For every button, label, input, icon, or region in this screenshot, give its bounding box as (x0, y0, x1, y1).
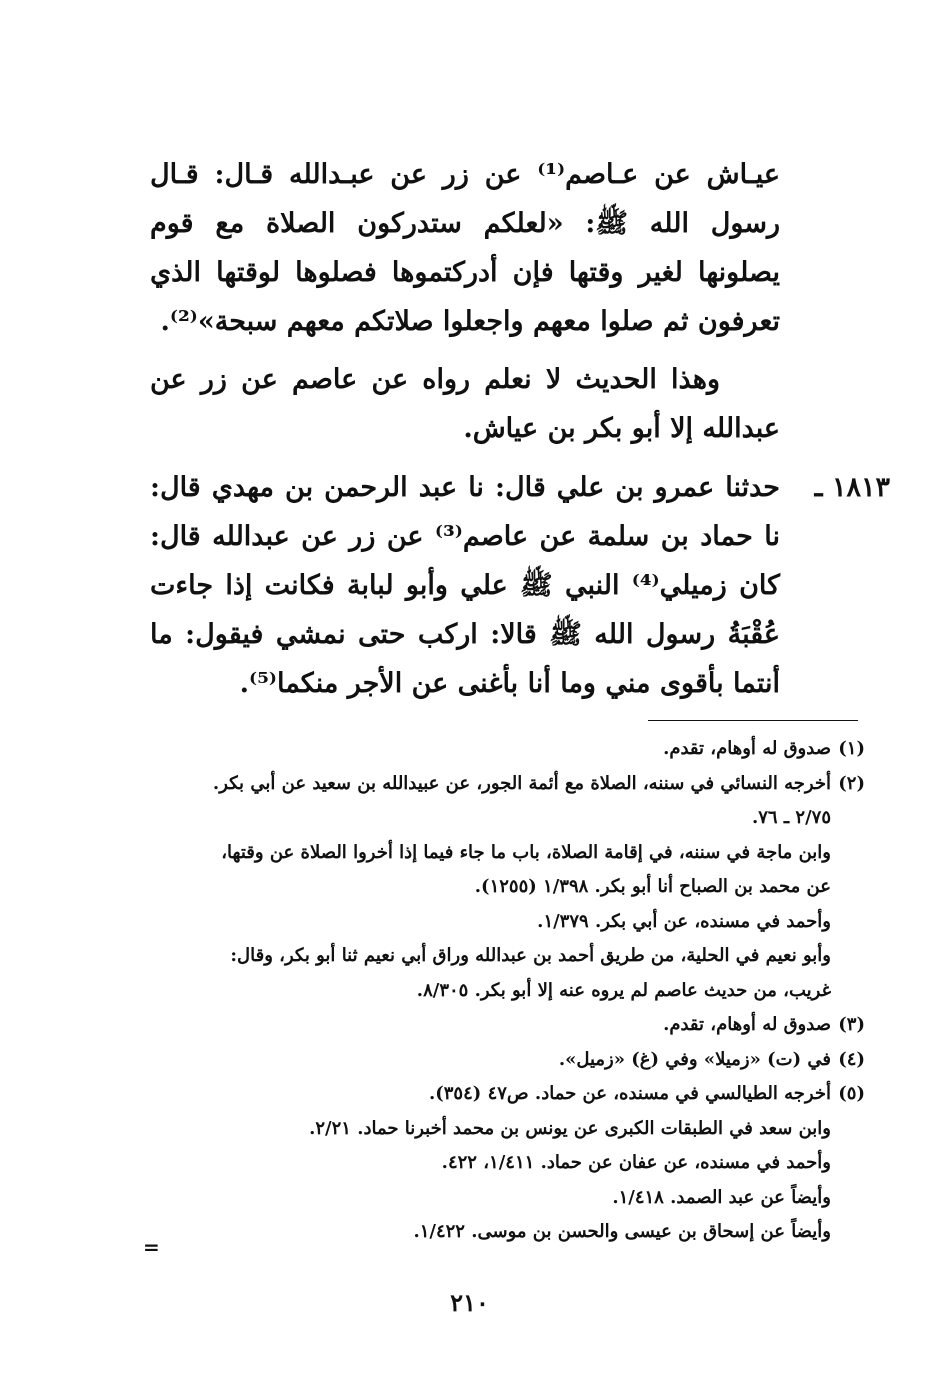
hadith-number: ١٨١٣ ـ (814, 472, 890, 503)
footnote-line (150, 905, 865, 940)
footnote-line (150, 974, 865, 1009)
footnote-line (150, 1008, 865, 1043)
footnote-text: أخرجه النسائي في سننه، الصلاة مع أئمة الجور، عن عبيدالله بن سعيد عن أبي بكر. (212, 772, 831, 794)
footnote-line (150, 732, 865, 767)
footnote-line (150, 1077, 865, 1112)
footnote-text: غريب، من حديث عاصم لم يروه عنه إلا أبو بكر. ٨/٣٠٥. (416, 979, 831, 1001)
paragraph-2: وهذا الحديث لا نعلم رواه عن عاصم عن زر عن عبدالله إلا أبو بكر بن عياش. (150, 364, 780, 444)
hadith-text: حدثنا عمرو بن علي قال: نا عبد الرحمن بن مهدي قال: نا حماد بن سلمة عن عاصم⁽³⁾ عن زر عن عبدالله قال: كان زميلي⁽⁴⁾ النبي ﷺ علي وأبو لبابة فكانت إذا جاءت عُقْبَةُ رسول الله ﷺ قالا: اركب حتى نمشي فيقول: ما أنتما بأقوى مني وما أنا بأغنى عن الأجر منكما⁽⁵⁾. (150, 472, 780, 699)
footnote-line (150, 939, 865, 974)
continuation-mark: = (143, 1235, 160, 1259)
footnote-text: عن محمد بن الصباح أنا أبو بكر. ١/٣٩٨ (١٢٥٥). (474, 876, 831, 897)
footnote-text: وأيضاً عن إسحاق بن عيسى والحسن بن موسى. ١/٤٢٢. (413, 1221, 831, 1242)
footnote-mark: (٥) (838, 1083, 865, 1104)
footnote-line (150, 801, 865, 836)
footnotes (150, 732, 865, 1250)
hadith-block (150, 463, 890, 708)
footnote-line (150, 1181, 865, 1216)
footnote-mark: (١) (838, 738, 865, 759)
footnote-line (150, 1215, 865, 1250)
footnote-line (150, 1146, 865, 1181)
footnote-separator (648, 720, 858, 721)
footnote-line (150, 1043, 865, 1078)
footnote-mark: (٢) (838, 772, 865, 794)
footnote-line (150, 1112, 865, 1147)
footnote-text: وأبو نعيم في الحلية، من طريق أحمد بن عبدالله وراق أبي نعيم ثنا أبو بكر، وقال: (230, 945, 831, 966)
footnote-text: وابن سعد في الطبقات الكبرى عن يونس بن محمد أخبرنا حماد. ٢/٢١. (309, 1117, 831, 1139)
footnote-text: وابن ماجة في سننه، في إقامة الصلاة، باب ما جاء فيما إذا أخروا الصلاة عن وقتها، (221, 841, 831, 863)
footnote-line (150, 767, 865, 802)
footnote-text: وأيضاً عن عبد الصمد. ١/٤١٨. (612, 1186, 831, 1208)
footnote-text: صدوق له أوهام، تقدم. (663, 1014, 831, 1035)
footnote-text: صدوق له أوهام، تقدم. (663, 738, 831, 759)
footnote-mark: (٣) (838, 1014, 865, 1035)
footnote-mark: (٤) (838, 1048, 865, 1070)
footnote-text: وأحمد في مسنده، عن أبي بكر. ١/٣٧٩. (537, 910, 831, 932)
footnote-line (150, 836, 865, 871)
paragraph-1: عيـاش عن عـاصم⁽¹⁾ عن زر عن عبـدالله قـال: قـال رسول الله ﷺ: «لعلكم ستدركون الصلاة مع قوم يصلونها لغير وقتها فإن أدركتموها فصلوها لوقتها الذي تعرفون ثم صلوا معهم واجعلوا صلاتكم معهم سبحة»⁽²⁾. (150, 159, 780, 337)
footnote-text: في (ت) «زميلا» وفي (غ) «زميل». (558, 1048, 831, 1070)
footnote-text: وأحمد في مسنده، عن عفان عن حماد. ١/٤١١، ٤٢٢. (441, 1152, 831, 1173)
page-number: ٢١٠ (450, 1288, 489, 1317)
footnote-text: ٢/٧٥ ـ ٧٦. (751, 807, 831, 828)
footnote-text: أخرجه الطيالسي في مسنده، عن حماد. ص٤٧ (٣٥٤). (428, 1083, 831, 1104)
footnote-line (150, 870, 865, 905)
